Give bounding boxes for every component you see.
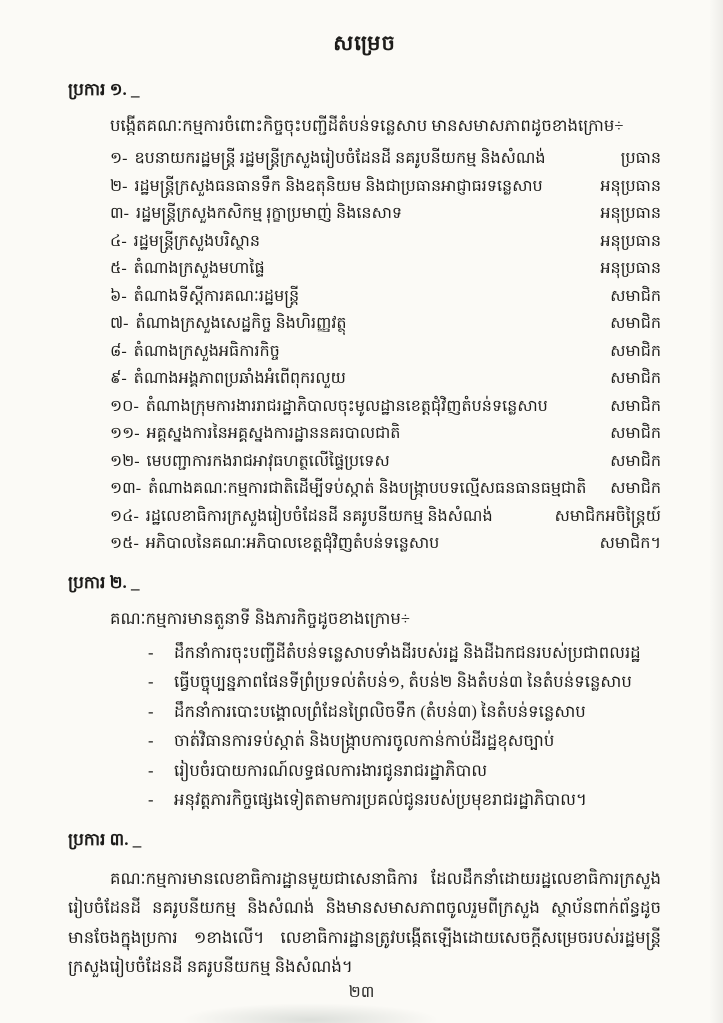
- member-role: សមាជិក: [610, 315, 661, 332]
- member-text: [110, 338, 280, 366]
- member-title: តំណាងអង្គភាពប្រឆាំងអំពើពុករលួយ: [133, 370, 346, 387]
- member-title: អភិបាលនៃគណៈអភិបាលខេត្តជុំវិញតំបន់ទន្លេសាប: [145, 535, 440, 552]
- member-title: តំណាងក្រុមការងាររាជរដ្ឋាភិបាលចុះមូលដ្ឋានខេត្តជុំវិញតំបន់ទន្លេសាប: [145, 397, 548, 415]
- duty-text: ចាត់វិធានការទប់ស្កាត់ និងបង្ក្រាបការចូលកាន់កាប់ដីរដ្ឋខុសច្បាប់: [174, 731, 555, 750]
- article-2-heading: ប្រការ ២. _: [68, 572, 140, 592]
- dash-bullet: -: [148, 642, 154, 662]
- member-number: ៣-: [110, 205, 129, 222]
- member-text: [110, 475, 586, 503]
- member-role: សមាជិក: [610, 342, 661, 360]
- member-row: [110, 173, 661, 201]
- article-2: [68, 572, 661, 815]
- member-text: [110, 503, 493, 531]
- member-text: [110, 283, 299, 311]
- member-row: [110, 393, 661, 421]
- member-number: ១១-: [110, 425, 140, 442]
- article-1: [68, 79, 661, 558]
- member-title: តំណាងក្រសួងអធិការកិច្ច: [133, 342, 280, 360]
- member-role: សមាជិក: [610, 452, 661, 470]
- dash-bullet: -: [148, 672, 154, 691]
- member-row: [110, 420, 661, 448]
- duty-item: [148, 638, 661, 668]
- duty-text: ដឹកនាំការបោះបង្គោលព្រំដែនព្រៃលិចទឹក (តំបន់៣) នៃតំបន់ទន្លេសាប: [174, 701, 586, 721]
- member-number: ៥-: [110, 260, 127, 277]
- member-title: រដ្ឋមន្ត្រីក្រសួងបរិស្ថាន: [133, 232, 260, 250]
- member-number: ៦-: [110, 287, 127, 305]
- member-text: [110, 200, 402, 228]
- member-row: [110, 448, 661, 476]
- member-text: [110, 255, 265, 283]
- member-number: ១៣-: [110, 480, 142, 497]
- member-row: [110, 503, 661, 531]
- member-number: ៤-: [110, 232, 127, 250]
- article-3: [68, 829, 661, 982]
- member-row: [110, 310, 661, 338]
- member-text: [110, 365, 346, 393]
- duty-text: ដឹកនាំការចុះបញ្ជីដីតំបន់ទន្លេសាបទាំងដីរបស់រដ្ឋ និងដីឯកជនរបស់ប្រជាពលរដ្ឋ: [174, 642, 641, 662]
- duty-item: [148, 667, 661, 697]
- member-text: [110, 173, 543, 201]
- duty-text: អនុវត្តភារកិច្ចផ្សេងទៀតតាមការប្រគល់ជូនរបស់ប្រមុខរាជរដ្ឋាភិបាល។: [174, 790, 587, 809]
- duty-list: [68, 638, 661, 815]
- member-role: ប្រធាន: [620, 150, 661, 167]
- duty-text: រៀបចំរបាយការណ៍លទ្ធផលការងារជូនរាជរដ្ឋាភិបាល: [174, 760, 488, 780]
- member-number: ២-: [110, 177, 128, 195]
- member-number: ១០-: [110, 397, 139, 415]
- member-title: តំណាងក្រសួងសេដ្ឋកិច្ច និងហិរញ្ញវត្ថុ: [135, 315, 347, 332]
- member-role: អនុប្រធាន: [600, 232, 661, 250]
- duty-item: [148, 785, 661, 815]
- member-text: [110, 393, 548, 421]
- member-title: រដ្ឋលេខាធិការក្រសួងរៀបចំដែនដី នគរូបនីយកម្ម និងសំណង់: [145, 507, 493, 525]
- member-number: ៧-: [110, 315, 129, 332]
- member-role: សមាជិក: [610, 425, 661, 442]
- member-role: អនុប្រធាន: [600, 205, 661, 222]
- member-number: ១២-: [110, 452, 140, 470]
- member-text: [110, 228, 260, 256]
- member-number: ៨-: [110, 342, 127, 360]
- dash-bullet: -: [148, 760, 154, 780]
- scan-smudge-artifact: [180, 1003, 440, 1023]
- dash-bullet: -: [148, 731, 154, 750]
- article-1-heading: ប្រការ ១. _: [68, 80, 140, 99]
- page-number: ២៣: [348, 984, 375, 1001]
- duty-item: [148, 756, 661, 786]
- member-title: តំណាងគណៈកម្មការជាតិដើម្បីទប់ស្កាត់ និងបង្ក្រាបបទល្មើសធនធានធម្មជាតិ: [148, 480, 587, 497]
- member-row: [110, 255, 661, 283]
- member-role: សមាជិក: [610, 397, 661, 415]
- member-text: [110, 310, 347, 338]
- member-row: [110, 475, 661, 503]
- member-title: អគ្គស្នងការនៃអគ្គស្នងការដ្ឋាននគរបាលជាតិ: [146, 425, 401, 442]
- member-number: ១-: [110, 150, 128, 167]
- document-title: សម្រេច: [333, 31, 396, 55]
- member-title: រដ្ឋមន្ត្រីក្រសួងធនធានទឹក និងឧតុនិយម និងជាប្រធានអាជ្ញាធរទន្លេសាប: [134, 177, 543, 195]
- member-role: សមាជិក: [610, 287, 661, 305]
- member-row: [110, 365, 661, 393]
- duty-item: [148, 697, 661, 727]
- member-row: [110, 200, 661, 228]
- member-number: ១៥-: [110, 535, 139, 552]
- member-title: តំណាងក្រសួងមហាផ្ទៃ: [133, 260, 265, 277]
- member-row: [110, 228, 661, 256]
- member-row: [110, 283, 661, 311]
- member-row: [110, 145, 661, 173]
- dash-bullet: -: [148, 701, 154, 721]
- member-text: [110, 420, 400, 448]
- dash-bullet: -: [148, 790, 154, 809]
- article-1-intro: បង្កើតគណៈកម្មការចំពោះកិច្ចចុះបញ្ជីដីតំបន់ទន្លេសាប មានសមាសភាពដូចខាងក្រោម÷: [110, 116, 624, 135]
- duty-text: ធ្វើបច្ចុប្បន្នភាពផែនទីព្រំប្រទល់តំបន់១, តំបន់២ និងតំបន់៣ នៃតំបន់ទន្លេសាប: [174, 672, 632, 691]
- scan-edge-shadow: [709, 0, 723, 1023]
- member-text: [110, 448, 390, 476]
- member-title: រដ្ឋមន្ត្រីក្រសួងកសិកម្ម រុក្ខាប្រមាញ់ និងនេសាទ: [136, 205, 403, 222]
- member-role: អនុប្រធាន: [600, 260, 661, 277]
- member-title: ឧបនាយករដ្ឋមន្ត្រី រដ្ឋមន្ត្រីក្រសួងរៀបចំដែនដី នគរូបនីយកម្ម និងសំណង់: [134, 150, 546, 167]
- member-role: សមាជិក។: [599, 535, 661, 552]
- member-number: ៩-: [110, 370, 127, 387]
- member-row: [110, 530, 661, 558]
- member-role: សមាជិកអចិន្ត្រៃយ៍: [554, 507, 661, 525]
- article-3-heading: ប្រការ ៣. _: [68, 829, 142, 849]
- article-3-body: គណៈកម្មការមានលេខាធិការដ្ឋានមួយជាសេនាធិការ ដែលដឹកនាំដោយរដ្ឋលេខាធិការក្រសួងរៀបចំដែនដី នគរូបនីយកម្ម និងសំណង់ និងមានសមាសភាពចូលរួមពីក្រសួង ស្ថាប័នពាក់ព័ន្ធដូចមានចែងក្នុងប្រការ ១ខាងលើ។ លេខាធិការដ្ឋានត្រូវបង្កើតឡើងដោយសេចក្ដីសម្រេចរបស់រដ្ឋមន្ត្រីក្រសួងរៀបចំដែនដី នគរូបនីយកម្ម និងសំណង់។: [68, 868, 661, 976]
- member-role: សមាជិក: [610, 480, 661, 497]
- member-list: [68, 145, 661, 558]
- member-role: អនុប្រធាន: [600, 177, 661, 195]
- member-row: [110, 338, 661, 366]
- member-title: តំណាងទីស្ដីការគណៈរដ្ឋមន្ត្រី: [133, 287, 300, 305]
- member-text: [110, 145, 546, 173]
- member-number: ១៤-: [110, 507, 139, 525]
- member-role: សមាជិក: [610, 370, 661, 387]
- article-2-intro: គណៈកម្មការមានតួនាទី និងភារកិច្ចដូចខាងក្រោម÷: [110, 608, 410, 628]
- member-text: [110, 530, 439, 558]
- member-title: មេបញ្ជាការកងរាជអាវុធហត្ថលើផ្ទៃប្រទេស: [146, 452, 390, 470]
- duty-item: [148, 726, 661, 756]
